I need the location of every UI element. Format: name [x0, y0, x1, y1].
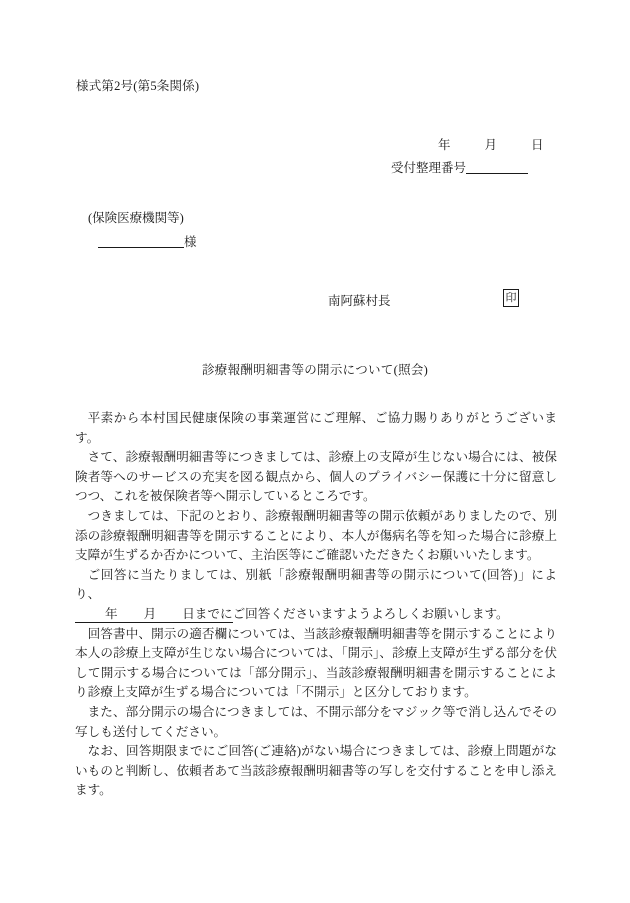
deadline-month-label: 月 — [143, 606, 157, 621]
paragraph: また、部分開示の場合につきましては、不開示部分をマジック等で消し込んでその写しも送付してください。 — [75, 704, 557, 739]
reply-deadline-line — [75, 605, 557, 625]
addressee-name-field[interactable] — [98, 247, 184, 248]
paragraph: さて、診療報酬明細書等につきましては、診療上の支障が生じない場合には、被保険者等へのサービスの充実を図る観点から、個人のプライバシー保護に十分に留意しつつ、これを被保険者等へ開示しているところです。 — [75, 450, 557, 504]
deadline-year-label: 年 — [105, 606, 118, 621]
deadline-day-label: 日までに — [182, 606, 233, 621]
paragraph: 回答書中、開示の適否欄については、当該診療報酬明細書等を開示することにより本人の診療上支障が生じない場合については、「開示」、診療上支障が生ずる部分を伏して開示する場合については「部分開示」、当該診療報酬明細書を開示することにより診療上支障が生ずる場合については「不開示」と区分しております。 — [75, 626, 557, 700]
day-label: 日 — [531, 138, 544, 152]
form-number: 様式第2号(第5条関係) — [76, 79, 200, 93]
receipt-number-line — [391, 158, 528, 176]
paragraph: なお、回答期限までにご回答(ご連絡)がない場合につきましては、診療上問題がないものと判断し、依頼者あて当該診療報酬明細書等の写しを交付することを申し添えます。 — [75, 744, 557, 798]
date-line — [380, 135, 560, 153]
month-label: 月 — [484, 138, 498, 152]
body-text — [75, 409, 557, 801]
addressee-category: (保険医療機関等) — [88, 211, 184, 225]
paragraph-reply-instruction — [75, 566, 557, 605]
page-title: 診療報酬明細書等の開示について(照会) — [201, 363, 429, 377]
addressee-line — [98, 232, 197, 250]
receipt-number-label: 受付整理番号 — [391, 161, 467, 175]
paragraph: つきましては、下記のとおり、診療報酬明細書等の開示依頼がありましたので、別添の診療報酬明細書等を開示することにより、本人が傷病名等を知った場合に診療上支障が生ずるか否かについて、主治医等にご確認いただきたくお願いいたします。 — [75, 508, 557, 563]
seal-stamp-icon: 印 — [503, 289, 519, 307]
reply-deadline-blanks[interactable] — [75, 607, 233, 623]
issuer-name: 南阿蘇村長 — [328, 294, 391, 308]
year-label: 年 — [438, 138, 451, 152]
receipt-number-field[interactable] — [466, 173, 528, 174]
reply-deadline-trailing: ご回答くださいますようよろしくお願いします。 — [232, 606, 509, 621]
paragraph-reply-text: ご回答に当たりましては、別紙「診療報酬明細書等の開示について(回答)」により、 — [75, 567, 557, 602]
paragraph: 平素から本村国民健康保険の事業運営にご理解、ご協力賜りありがとうございます。 — [75, 411, 558, 445]
addressee-honorific: 様 — [184, 235, 197, 249]
